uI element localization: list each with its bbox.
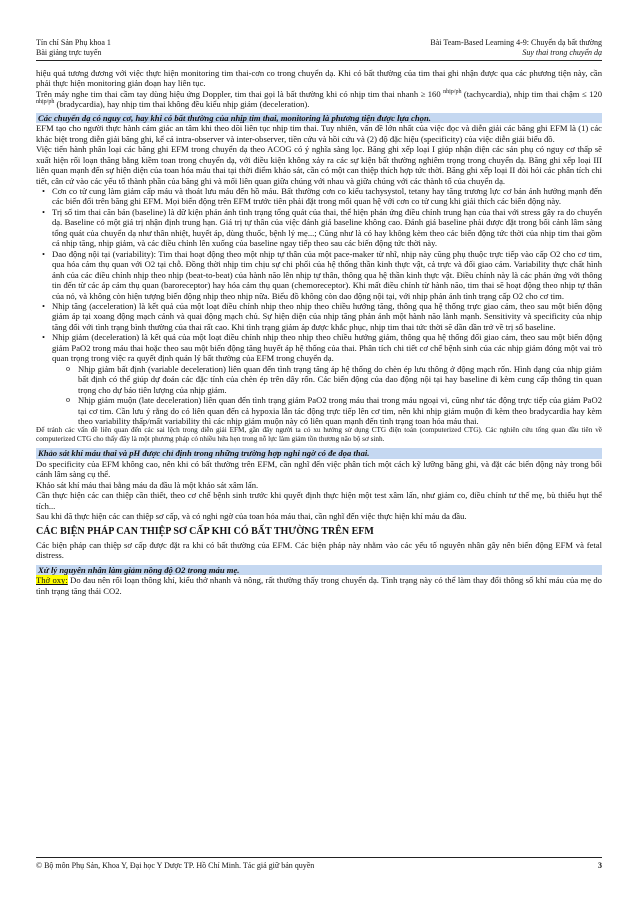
list-item: • Nhịp tăng (acceleration) là kết quả của một loạt điều chỉnh nhịp theo nhịp theo chiều hướng tăng, thông qua hệ thống trực giao cảm, theo sau một biến động giảm áp tại xoang động mạch cảnh và quai động mạch chủ. Sự hiện diện của nhịp tăng phản ánh một hành não lành mạnh. Sensitivity và specificity của nhịp tăng đối với tình trạng bình thường của thai rất cao. Khi tình trạng giảm áp được khắc phục, nhịp tim thai tức thời sẽ dần dần trở về trị số baseline. (52, 301, 602, 332)
copyright-text: © Bộ môn Phụ Sản, Khoa Y, Đại học Y Dược TP. Hồ Chí Minh. Tác giả giữ bản quyền (36, 861, 315, 870)
subheading-maternal-oxygen: Xử lý nguyên nhân làm giảm nồng độ O2 trong máu mẹ. (36, 565, 602, 575)
scalp-sampling-paragraph: Khảo sát khí máu thai bằng máu da đầu là một khảo sát xâm lấn. (36, 479, 259, 490)
specificity-paragraph: Do specificity của EFM không cao, nên khi có bất thường trên EFM, cần nghĩ đến việc phân tích một cách kỹ lưỡng băng ghi, và đặt các biến động này trong bối cảnh lâm sàng cụ thể. (36, 458, 602, 480)
deceleration-sublist (52, 364, 602, 427)
page-number: 3 (598, 861, 602, 870)
section-heading-monitoring: Các chuyển dạ có nguy cơ, hay khi có bất thường của nhịp tim thai, monitoring là phương tiện được lựa chọn. (36, 113, 602, 123)
oxygen-lead: Thở oxy: (36, 575, 68, 586)
footnote-computerized-ctg: Để tránh các vấn đề liên quan đến các sai lệch trong diễn giải EFM, gần đây người ta có xu hướng sử dụng CTG điện toán (computerized CTG). Các nghiên cứu tổng quan đầu tiên về computerized CTG cho thấy đây là một phương pháp có nhiều hứa hẹn trong nỗ lực làm giảm tồn thương não bộ sơ sinh. (36, 426, 602, 444)
page-footer (36, 855, 602, 870)
efm-components-list (36, 186, 602, 426)
oxygen-paragraph: Thở oxy: Do đau nên rối loạn thông khí, kiểu thở nhanh và nông, rất thường thấy trong chuyển dạ. Tình trạng này có thể làm thay đổi thông số khí máu của mẹ do tình trạng tăng thải CO2. (36, 575, 602, 596)
interventions-paragraph: Cần thực hiện các can thiệp cần thiết, theo cơ chế bệnh sinh trước khi quyết định thực hiện một test xâm lấn, như giảm co, điều chỉnh tư thế mẹ, bù thiếu hụt thể tích... (36, 490, 602, 511)
list-item: • Cơn co tử cung làm giảm cấp máu và thoát lưu máu đến hồ máu. Bất thường cơn co kiểu tachysystol, tetany hay tăng trương lực cơ bản ảnh hưởng mạnh đến các biến đổi trên băng ghi EFM. Mọi biến động trên EFM trước tiên phải đặt trong mối quan hệ với cơn co tử cung khi giải thích các biến động này. (52, 186, 602, 207)
list-item: • Trị số tim thai căn bản (baseline) là dữ kiện phản ánh tình trạng tổng quát của thai, thể hiện phản ứng điều chỉnh trung hạn của thai với stress gây ra do chuyển dạ. Baseline có một giá trị nhận định trung hạn. Giá trị tự thân của việc đánh giá baseline không cao. Đánh giá baseline phải được đặt trong bối cảnh lâm sàng tổng quát của chuyển dạ như thân nhiệt, huyết áp, dùng thuốc, bệnh lý mẹ...; Cũng như là có hay không kèm theo các biến động tức thời của nhịp tim thai gồm cả nhịp tăng, nhịp giảm, và các điều chỉnh lên xuống của baseline ngay tiếp theo sau các biến động tức thời này. (52, 207, 602, 249)
header-subtitle: Suy thai trong chuyển dạ (522, 48, 602, 57)
section-title-primary-interventions: CÁC BIỆN PHÁP CAN THIỆP SƠ CẤP KHI CÓ BẤT THƯỜNG TRÊN EFM (36, 525, 374, 537)
efm-paragraph: EFM tạo cho người thực hành cảm giác an tâm khi theo dõi liên tục nhịp tim thai. Tuy nhiên, vấn đề lớn nhất của việc đọc và diễn giải các băng ghi EFM là (1) các khác biệt trong diễn giải băng ghi, kể cả intra-observer và inter-observer, tiền cứu và hồi cứu và (2) độ đặc hiệu (specificity) của việc diễn giải biểu đồ. (36, 123, 602, 144)
page-header (36, 38, 602, 58)
intro-paragraph-doppler: Trên máy nghe tim thai cầm tay dùng hiệu ứng Doppler, tim thai gọi là bất thường khi có nhịp tim thai nhanh ≥ 160 $^{nhịp/ph}$ (tachycardia), nhịp tim thai chậm ≤ 120 $^{nhịp/ph}$ (bradycardia), hay nhịp tim thai không đều kiểu nhịp giảm (deceleration). (36, 88, 603, 110)
sublist-item: o Nhịp giảm muộn (late deceleration) liên quan đến tình trạng giảm PaO2 trong máu thai trong máu ngoại vi, cũng như tác động trực tiếp của giảm PaO2 tại cơ tim. Cần lưu ý rằng do có liên quan đến cả hypoxia lẫn tác động trực tiếp lên cơ tim, nên khi nhịp giảm muộn đi kèm theo bradycardia hay kèm theo variability thấp/mất variability thì các nhịp giảm muộn này có liên quan mạnh đến tình trạng toan hóa máu thai. (78, 395, 602, 426)
footer-divider (36, 857, 602, 858)
primary-interventions-paragraph: Các biện pháp can thiệp sơ cấp được đặt ra khi có bất thường của EFM. Các biện pháp này nhằm vào các yếu tố nguyên nhân gây nên biến động EFM và fetal distress. (36, 540, 602, 561)
acog-paragraph: Việc tiến hành phân loại các băng ghi EFM trong chuyển dạ theo ACOG có ý nghĩa sàng lọc. Băng ghi xếp loại I giúp nhận diện các sản phụ có nguy cơ thấp sẽ xuất hiện rối loạn thăng bằng kiềm toan trong chuyển dạ, với điều kiện không xảy ra các sự kiện bất thường nghiêm trọng trong chuyển dạ. Băng ghi xếp loại III liên quan mạnh đến sự hiện diện của toan hóa máu thai tại thời điểm khảo sát, cần có một can thiệp thích hợp tức thời. Băng ghi xếp loại II đòi hỏi các phân tích chi tiết, cân cứ vào các yếu tố thành phần của băng ghi và mối liên quan giữa chúng với nhau và giữa chúng với các thành tố của chuyển dạ. (36, 144, 602, 186)
document-body (36, 68, 602, 596)
header-lesson-title: Bài Team-Based Learning 4-9: Chuyển dạ bất thường (430, 38, 602, 47)
header-course: Tín chỉ Sản Phụ khoa 1 (36, 38, 111, 47)
page (36, 38, 602, 596)
sublist-item: o Nhịp giảm bất định (variable deceleration) liên quan đến tình trạng tăng áp hệ thống do chèn ép lưu thông ở động mạch rốn. Hình dạng của nhịp giảm bất định có thể giúp dự đoán các đặc tính của chèn ép trên dây rốn. Các biến động của dao động nội tại hay baseline đi kèm cung cấp thông tin quan trọng cho dự báo tiên lượng của nhịp giảm. (78, 364, 602, 395)
intro-paragraph: hiệu quả tương đương với việc thực hiện monitoring tim thai-cơn co trong chuyển dạ. Khi có bất thường của tim thai ghi nhận được qua các phương tiện này, cần phải thực hiện monitoring giản đoạn hay liên tục. (36, 68, 602, 89)
header-lecture-type: Bài giảng trực tuyến (36, 48, 102, 57)
after-intervention-paragraph: Sau khi đã thực hiện các can thiệp sơ cấp, và có nghi ngờ của toan hóa máu thai, cần nghĩ đến việc thực hiện khí máu da đầu. (36, 511, 467, 522)
section-heading-blood-gas: Khảo sát khí máu thai và pH được chỉ định trong những trường hợp nghi ngờ có đe dọa thai. (36, 448, 602, 458)
header-divider (36, 60, 602, 61)
list-item: • Nhịp giảm (deceleration) là kết quả của một loạt điều chỉnh nhịp theo nhịp theo chiều hướng giảm, thông qua hệ thống đối giao cảm, theo sau một biến động giảm PaO2 trong máu thai hoặc theo sau một biến động tăng huyết áp hệ thống của thai. Phân tích chi tiết cơ chế bệnh sinh của các nhịp giảm đóng một vai trò quan trọng trong việc ra quyết định quản lý bất thường của EFM trong chuyển dạ. o Nhịp giảm bất định (variable deceleration) liên quan đến tình trạng tăng áp hệ thống do chèn ép lưu thông ở động mạch rốn. Hình dạng của nhịp giảm bất định có thể giúp dự đoán các đặc tính của chèn ép trên dây rốn. Các biến động của dao động nội tại hay baseline đi kèm cung cấp thông tin quan trọng cho dự báo tiên lượng của nhịp giảm. o Nhịp giảm muộn (late deceleration) liên quan đến tình trạng giảm PaO2 trong máu thai trong máu ngoại vi, cũng như tác động trực tiếp của giảm PaO2 tại cơ tim. Cần lưu ý rằng do có liên quan đến cả hypoxia lẫn tác động trực tiếp lên cơ tim, nên khi nhịp giảm muộn đi kèm theo bradycardia hay kèm theo variability thấp/mất variability thì các nhịp giảm muộn này có liên quan mạnh đến tình trạng toan hóa máu thai. (52, 332, 602, 426)
list-item: • Dao động nội tại (variability): Tim thai hoạt động theo một nhịp tự thân của một pace-maker từ nhĩ, nhịp này cũng phụ thuộc trực tiếp vào cấp O2 cho cơ tim, qua hóa cảm thụ quan với O2 tại chỗ. Đồng thời nhịp tim chịu sự chi phối của hệ thống thần kinh thực vật, cả trực và đối giao cảm. Variability thực chất hình ảnh của các điều chỉnh nhịp theo nhịp (beat-to-beat) của hành não lên nhịp tự thân, thông qua hệ thần kinh thực vật. Điều chỉnh này là các phản ứng với thông tin đến từ các áp cảm thụ quan (baroreceptor) hay hóa cảm thụ quan (chemoreceptor). Khi mất điều chỉnh từ hành não, tim thai sẽ hoạt động theo nhịp tự thân của nó, và không còn hiện tượng biến động nhịp theo nhịp nữa. Biểu đồ không còn dao động nội tại, với nhịp phản ánh tình trạng cấp O2 cho cơ tim. (52, 249, 602, 301)
